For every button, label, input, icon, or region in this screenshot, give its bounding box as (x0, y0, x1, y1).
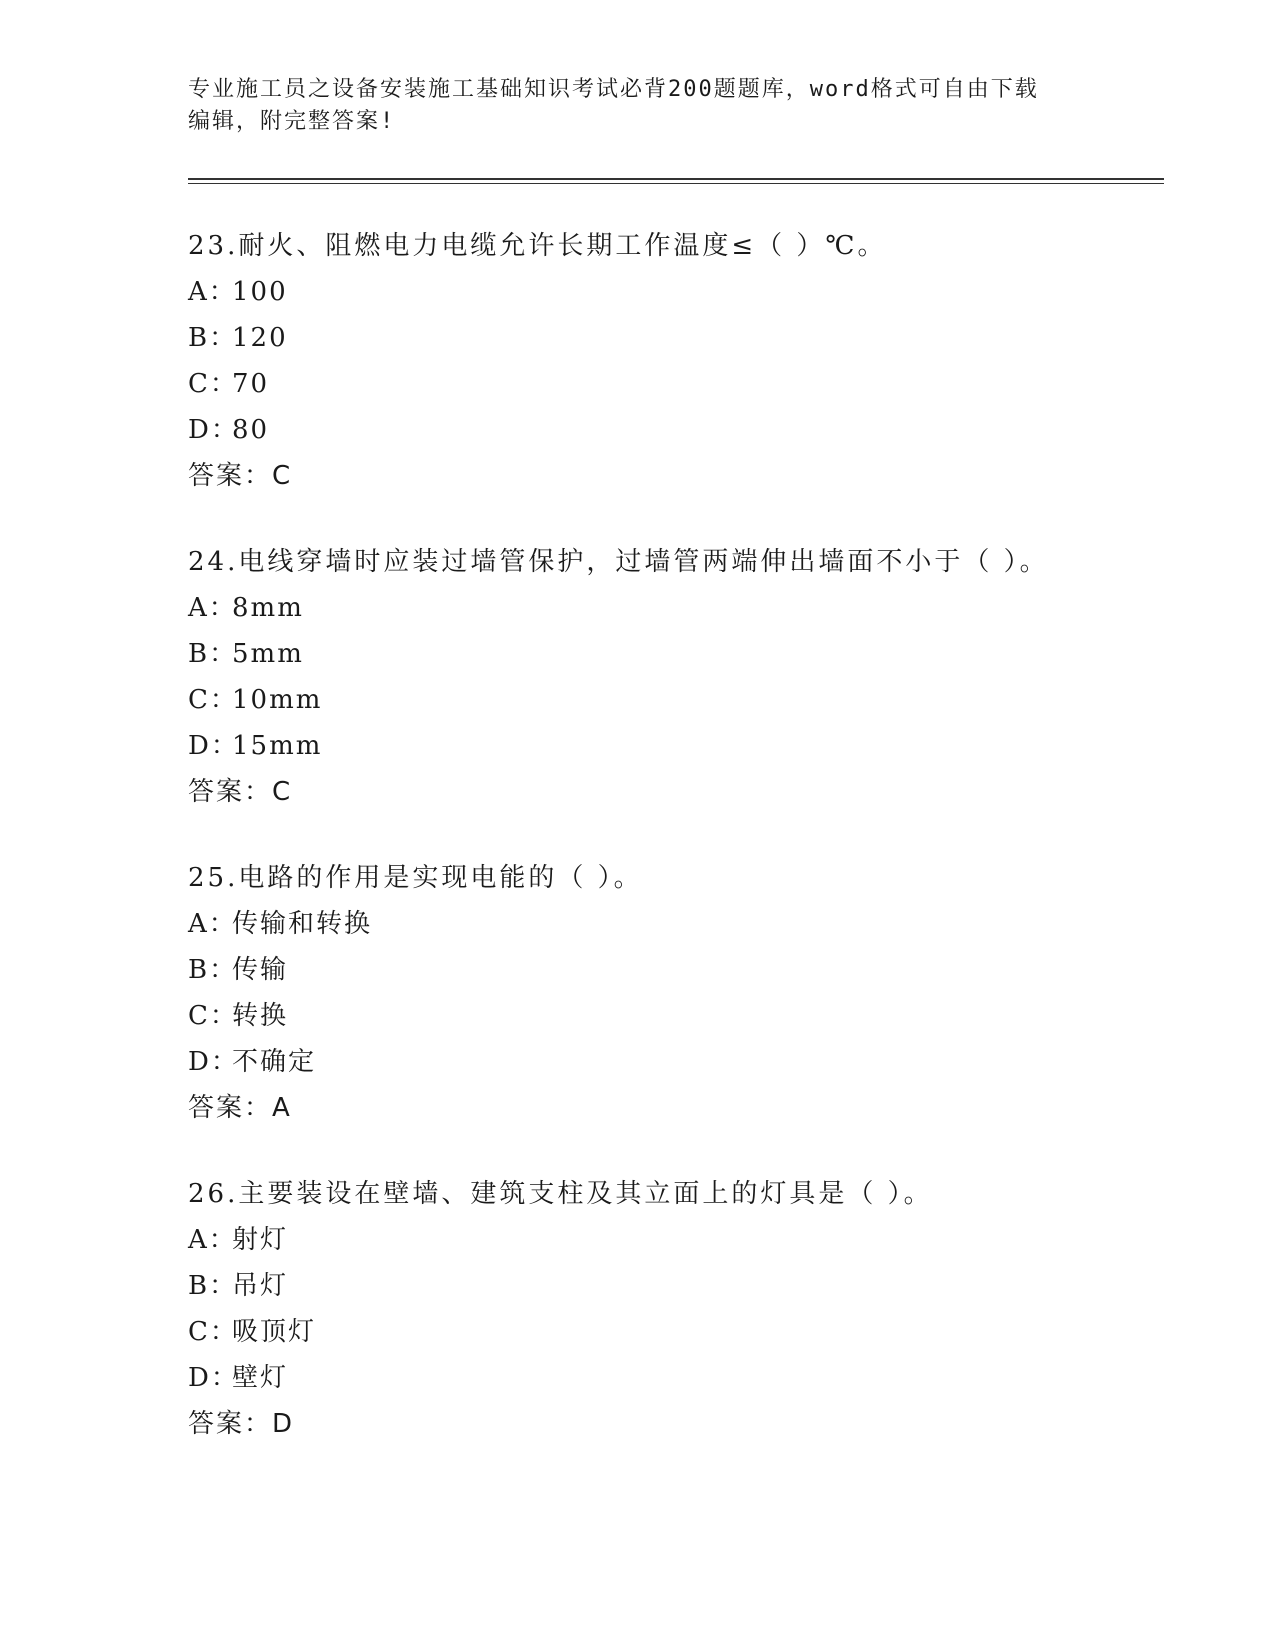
option-key: D： (188, 1363, 239, 1393)
option-key: D： (188, 415, 239, 445)
option-key: A： (188, 593, 237, 623)
option-b (188, 322, 1188, 368)
option-a (188, 276, 1188, 322)
header-title-line-1: 专业施工员之设备安装施工基础知识考试必背200题题库，word格式可自由下载 (188, 77, 1039, 102)
answer-line: 答案：C (188, 461, 293, 491)
question-24 (188, 546, 1188, 822)
option-text: 射灯 (232, 1225, 289, 1255)
option-text: 传输 (232, 955, 289, 985)
option-text: 5mm (232, 639, 304, 669)
document-header (188, 74, 1088, 138)
option-key: B： (188, 323, 238, 353)
option-text: 传输和转换 (232, 909, 373, 939)
question-stem: 23.耐火、阻燃电力电缆允许长期工作温度≤（ ）℃。 (188, 231, 887, 261)
option-text: 100 (232, 277, 288, 307)
option-a (188, 1224, 1188, 1270)
option-c (188, 1316, 1188, 1362)
option-key: D： (188, 731, 239, 761)
option-a (188, 592, 1188, 638)
option-key: B： (188, 639, 238, 669)
question-stem: 25.电路的作用是实现电能的（ ）。 (188, 863, 643, 893)
header-divider-top (188, 178, 1164, 180)
option-b (188, 638, 1188, 684)
option-text: 8mm (232, 593, 304, 623)
option-key: A： (188, 909, 237, 939)
option-text: 80 (232, 415, 270, 445)
header-divider-bottom (188, 183, 1164, 184)
option-key: B： (188, 1271, 238, 1301)
answer-line: 答案：C (188, 777, 293, 807)
option-text: 70 (232, 369, 270, 399)
question-25 (188, 862, 1188, 1138)
option-a (188, 908, 1188, 954)
option-text: 吊灯 (232, 1271, 289, 1301)
option-key: C： (188, 1317, 238, 1347)
option-text: 10mm (232, 685, 323, 715)
question-26 (188, 1178, 1188, 1454)
option-d (188, 1362, 1188, 1408)
option-b (188, 1270, 1188, 1316)
option-text: 15mm (232, 731, 323, 761)
option-text: 120 (232, 323, 288, 353)
question-stem: 26.主要装设在壁墙、建筑支柱及其立面上的灯具是（ ）。 (188, 1179, 933, 1209)
question-stem: 24.电线穿墙时应装过墙管保护，过墙管两端伸出墙面不小于（ ）。 (188, 547, 1049, 577)
header-title-line-2: 编辑，附完整答案! (188, 109, 396, 134)
option-key: A： (188, 1225, 237, 1255)
option-d (188, 730, 1188, 776)
answer-line: 答案：D (188, 1409, 295, 1439)
option-key: C： (188, 369, 238, 399)
answer-line: 答案：A (188, 1093, 292, 1123)
option-key: C： (188, 685, 238, 715)
option-d (188, 1046, 1188, 1092)
option-key: C： (188, 1001, 238, 1031)
option-key: D： (188, 1047, 239, 1077)
option-text: 壁灯 (232, 1363, 289, 1393)
option-c (188, 684, 1188, 730)
option-key: B： (188, 955, 238, 985)
option-d (188, 414, 1188, 460)
option-text: 不确定 (232, 1047, 317, 1077)
option-text: 转换 (232, 1001, 289, 1031)
option-c (188, 368, 1188, 414)
option-key: A： (188, 277, 237, 307)
question-23 (188, 230, 1188, 506)
option-text: 吸顶灯 (232, 1317, 317, 1347)
option-c (188, 1000, 1188, 1046)
option-b (188, 954, 1188, 1000)
